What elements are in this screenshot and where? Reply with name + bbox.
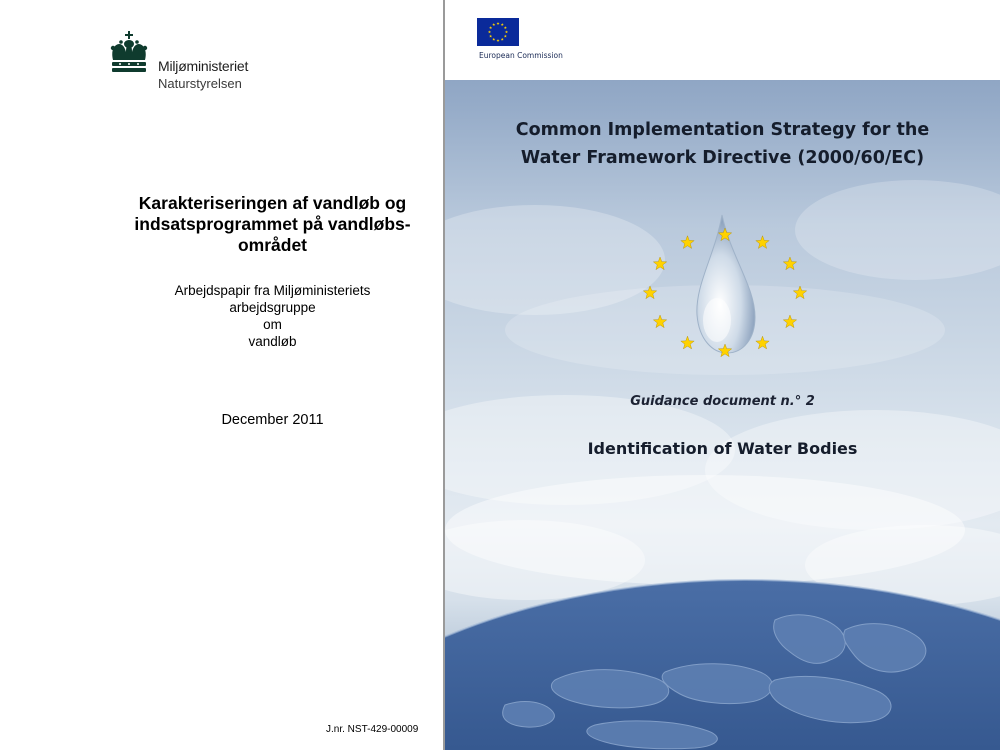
cover-title-line: Common Implementation Strategy for the <box>515 120 930 140</box>
ministry-name: Miljøministeriet <box>158 58 249 74</box>
eu-flag-icon <box>477 18 519 46</box>
ring-star-icon <box>793 286 806 299</box>
document-date: December 2011 <box>221 412 324 428</box>
subtitle-line: arbejdsgruppe <box>229 300 316 315</box>
document-subtitle <box>100 282 445 350</box>
journal-number: J.nr. NST-429-00009 <box>326 724 419 735</box>
top-band <box>445 0 1000 80</box>
ring-star-icon <box>783 315 796 328</box>
water-drop-emblem <box>635 205 810 365</box>
cover-document-title: Identification of Water Bodies <box>587 439 858 458</box>
ring-star-icon <box>681 336 694 349</box>
subtitle-line: om <box>263 317 282 332</box>
publisher-label: European Commission <box>479 51 563 60</box>
ring-star-icon <box>643 286 656 299</box>
ring-star-icon <box>756 236 769 249</box>
cover-title <box>445 116 1000 172</box>
ring-star-icon <box>653 315 666 328</box>
ring-star-icon <box>783 257 796 270</box>
subtitle-line: vandløb <box>248 334 297 349</box>
guidance-label: Guidance document n.° 2 <box>630 394 815 409</box>
left-document-page <box>0 0 444 750</box>
eu-cover-page <box>445 0 1000 750</box>
cover-title-line: Water Framework Directive (2000/60/EC) <box>520 148 925 168</box>
ring-star-icon <box>653 257 666 270</box>
subtitle-line: Arbejdspapir fra Miljøministeriets <box>174 283 371 298</box>
document-title: Karakteriseringen af vandløb og indsatsprogrammet på vandløbs-området <box>134 193 411 255</box>
ring-star-icon <box>756 336 769 349</box>
ring-star-icon <box>681 236 694 249</box>
europe-globe-icon <box>445 560 1000 750</box>
crown-logo-icon <box>107 30 151 74</box>
agency-name: Naturstyrelsen <box>158 76 242 91</box>
